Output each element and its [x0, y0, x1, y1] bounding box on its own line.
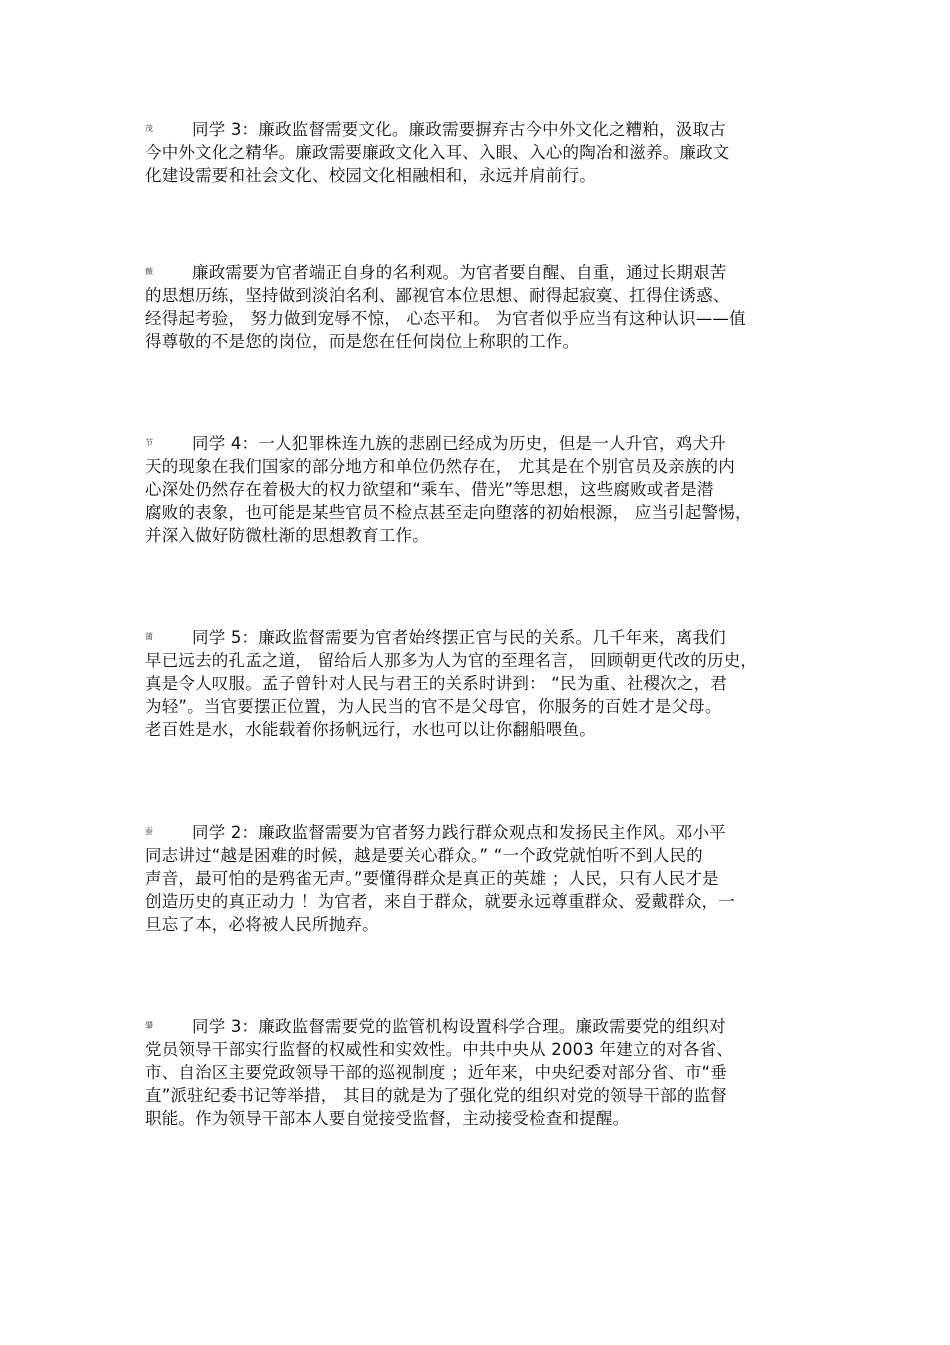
text-line: 创造历史的真正动力 ！为官者，来自于群众，就要永远尊重群众、爱戴群众，一: [145, 892, 735, 911]
paragraph-5: [145, 821, 805, 936]
text-line: 廉政需要为官者端正自身的名利观。为官者要自醒、自重，通过长期艰苦: [192, 263, 727, 282]
text-line: 真是令人叹服。孟子曾针对人民与君王的关系时讲到： “民为重、社稷次之，君: [145, 674, 727, 693]
paragraph-marker: 肈: [145, 1021, 153, 1030]
paragraph-marker: 蒲: [145, 632, 153, 641]
paragraph-4: [145, 626, 805, 741]
text-line: 今中外文化之精华。廉政需要廉政文化入耳、入眼、入心的陶冶和滋养。廉政文: [145, 143, 730, 162]
text-line: 早已远去的孔孟之道， 留给后人那多为人为官的至理名言， 回顾朝更代改的历史，: [145, 651, 758, 670]
paragraph-6: [145, 1015, 805, 1130]
text-line: 腐败的表象，也可能是某些官员不检点甚至走向堕落的初始根源， 应当引起警惕，: [145, 503, 752, 522]
text-line: 天的现象在我们国家的部分地方和单位仍然存在， 尤其是在个别官员及亲族的内: [145, 457, 735, 476]
text-line: 心深处仍然存在着极大的权力欲望和“乘车、借光”等思想，这些腐败或者是潜: [145, 480, 714, 499]
paragraph-1: [145, 118, 805, 187]
text-line: 经得起考验， 努力做到宠辱不惊， 心态平和。 为官者似乎应当有这种认识——值: [145, 309, 746, 328]
text-line: 同学 3：廉政监督需要文化。廉政需要摒弃古今中外文化之糟粕，汲取古: [192, 120, 726, 139]
text-line: 老百姓是水，水能载着你扬帆远行，水也可以让你翻船喂鱼。: [145, 720, 596, 739]
text-line: 市、自治区主要党政领导干部的巡视制度 ；近年来，中央纪委对部分省、市“垂: [145, 1063, 727, 1082]
paragraph-marker: 茂: [145, 124, 153, 133]
text-line: 并深入做好防微杜渐的思想教育工作。: [145, 526, 429, 545]
text-line: 化建设需要和社会文化、校园文化相融相和，永远并肩前行。: [145, 166, 596, 185]
text-line: 声音，最可怕的是鸦雀无声。”要懂得群众是真正的英雄 ；人民，只有人民才是: [145, 869, 719, 888]
paragraph-marker: 薇: [145, 267, 153, 276]
text-line: 为轻”。当官要摆正位置，为人民当的官不是父母官，你服务的百姓才是父母。: [145, 697, 722, 716]
text-line: 党员领导干部实行监督的权威性和实效性。中共中央从 2003 年建立的对各省、: [145, 1040, 734, 1059]
text-line: 得尊敬的不是您的岗位，而是您在任何岗位上称职的工作。: [145, 332, 580, 351]
paragraph-2: [145, 261, 805, 353]
paragraph-marker: 蚕: [145, 827, 153, 836]
paragraph-3: [145, 432, 805, 547]
text-line: 直”派驻纪委书记等举措， 其目的就是为了强化党的组织对党的领导干部的监督: [145, 1086, 727, 1105]
paragraph-marker: 节: [145, 438, 153, 447]
text-line: 同学 3：廉政监督需要党的监管机构设置科学合理。廉政需要党的组织对: [192, 1017, 726, 1036]
text-line: 同学 4：一人犯罪株连九族的悲剧已经成为历史，但是一人升官，鸡犬升: [192, 434, 726, 453]
text-line: 的思想历练，坚持做到淡泊名利、鄙视官本位思想、耐得起寂寞、扛得住诱惑、: [145, 286, 730, 305]
text-line: 同学 2：廉政监督需要为官者努力践行群众观点和发扬民主作风。邓小平: [192, 823, 726, 842]
text-line: 同志讲过“越是困难的时候，越是要关心群众。” “一个政党就怕听不到人民的: [145, 846, 703, 865]
text-line: 职能。作为领导干部本人要自觉接受监督，主动接受检查和提醒。: [145, 1109, 630, 1128]
text-line: 旦忘了本，必将被人民所抛弃。: [145, 915, 379, 934]
text-line: 同学 5：廉政监督需要为官者始终摆正官与民的关系。几千年来，离我们: [192, 628, 726, 647]
